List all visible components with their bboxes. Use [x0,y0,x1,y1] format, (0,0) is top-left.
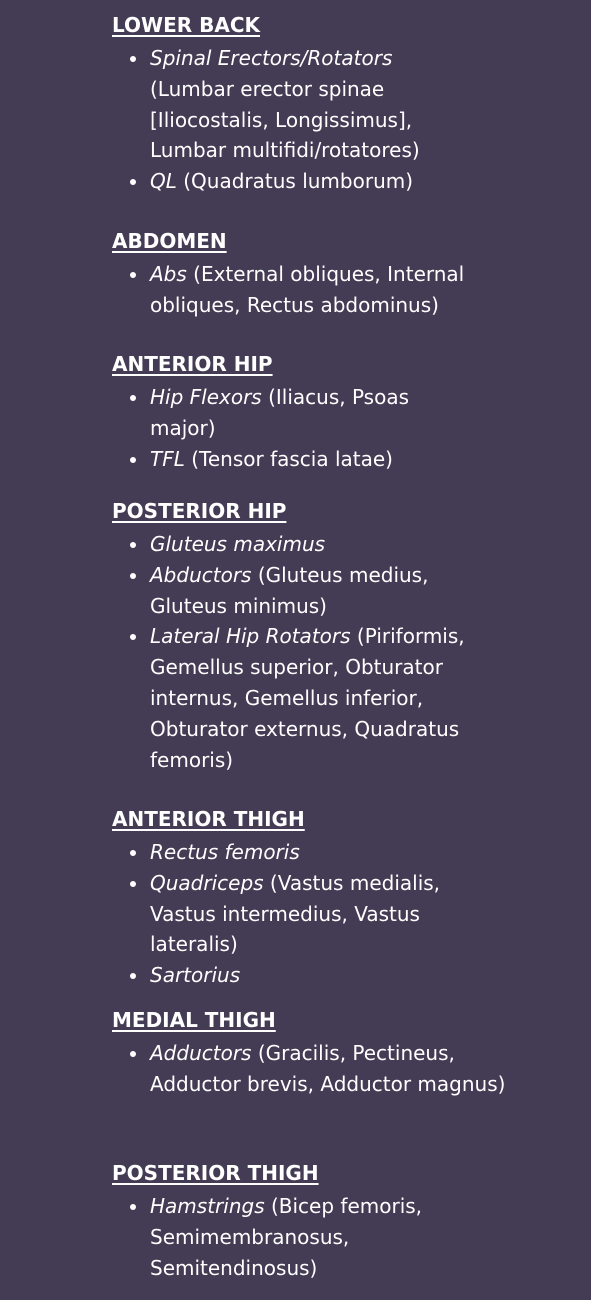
muscle-detail: (Iliacus, Psoas major) [150,385,410,440]
muscle-list [112,1191,552,1283]
section-posterior-hip [112,498,552,775]
list-item [112,837,552,868]
muscle-group-name: Sartorius [150,963,241,988]
section-anterior-hip [112,351,552,474]
muscle-detail: (Tensor fascia latae) [184,446,393,471]
muscle-group-name: TFL [150,446,185,471]
muscle-group-name: Hip Flexors [150,385,262,409]
muscle-list [112,1038,552,1100]
section-heading: ANTERIOR HIP [112,352,273,376]
list-item [112,166,552,197]
muscle-list [112,837,552,991]
list-item [112,382,470,444]
section-medial-thigh [112,1007,552,1100]
section-heading: ANTERIOR THIGH [112,807,305,831]
muscle-detail: (Piriformis, Gemellus superior, Obturator internus, Gemellus inferior, Obturator externus, Quadratus femoris) [150,624,465,772]
list-item [112,43,450,166]
list-item [112,259,552,321]
muscle-group-name: QL [150,169,177,194]
list-item [112,560,490,622]
muscle-list [112,43,552,197]
section-heading: POSTERIOR THIGH [112,1161,319,1185]
list-item [112,621,520,775]
muscle-group-name: Quadriceps [150,870,264,895]
muscle-group-name: Abs [150,262,187,286]
muscle-detail: (Gracilis, Pectineus, Adductor brevis, Adductor magnus) [150,1041,506,1096]
muscle-list [112,529,552,775]
muscle-group-name: Abductors [150,562,252,587]
list-item [112,960,552,991]
list-item [112,444,552,475]
muscle-list [112,259,552,321]
muscle-detail: (Gluteus medius, Gluteus minimus) [150,562,429,618]
muscle-detail: (Lumbar erector spinae [Iliocostalis, Longissimus], Lumbar multifidi/rotatores) [150,76,420,163]
muscle-detail: (Quadratus lumborum) [176,169,414,194]
section-anterior-thigh [112,806,552,991]
section-posterior-thigh [112,1160,552,1283]
section-heading: MEDIAL THIGH [112,1008,276,1032]
muscle-group-name: Lateral Hip Rotators [150,624,351,649]
section-lower-back [112,12,552,197]
muscle-detail: (Vastus medialis, Vastus intermedius, Vastus lateralis) [150,870,441,957]
section-heading: ABDOMEN [112,229,227,253]
muscle-detail: (Bicep femoris, Semimembranosus, Semitendinosus) [150,1194,423,1280]
section-heading: LOWER BACK [112,13,261,37]
list-item [112,1038,520,1100]
list-item [112,868,490,960]
section-abdomen [112,228,552,321]
section-heading: POSTERIOR HIP [112,499,287,523]
muscle-group-name: Spinal Erectors/Rotators [150,46,393,70]
list-item [112,1191,490,1283]
muscle-list [112,382,552,474]
list-item [112,529,552,560]
muscle-group-name: Rectus femoris [150,840,300,864]
muscle-group-name: Gluteus maximus [150,532,326,556]
muscle-group-name: Hamstrings [150,1194,265,1218]
muscle-detail: (External obliques, Internal obliques, Rectus abdominus) [150,262,465,317]
muscle-group-name: Adductors [150,1041,252,1065]
